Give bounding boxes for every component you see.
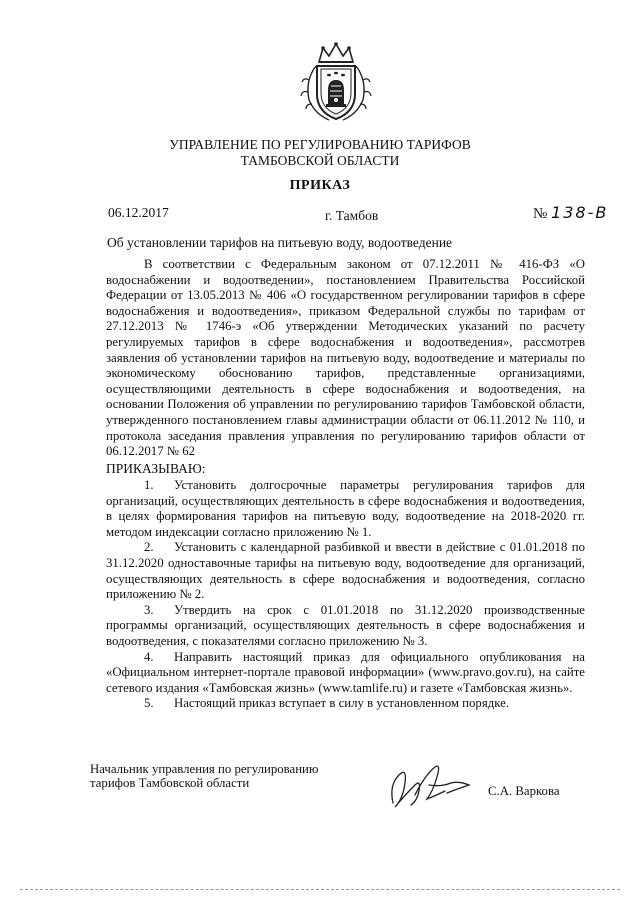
footer-divider (20, 889, 620, 890)
signatory-title (90, 762, 318, 790)
intro-paragraph: В соответствии с Федеральным законом от 07.12.2011 № 416-ФЗ «О водоснабжении и водоотведении», постановлением Правительства Российской Федерации от 13.05.2013 № 406 «О государственном регулировании тарифов в сфере водоснабжения и водоотведения», приказом Федеральной службы по тарифам от 27.12.2013 № 1746-э «Об утверждении Методических указаний по расчету регулируемых тарифов в сфере водоснабжения и водоотведения», рассмотрев заявления об установлении тарифов на питьевую воду, водоотведение и материалы по экономическому обоснованию тарифов, представленные организациями, осуществляющими деятельность в сфере водоснабжения и водоотведения, на основании Положения об управлении по регулированию тарифов Тамбовской области, утвержденного постановлением главы администрации области от 06.11.2012 № 110, и протокола заседания правления управления по регулированию тарифов области от 06.12.2017 № 62 (106, 257, 585, 459)
item-number: 2. (144, 540, 154, 555)
order-item (106, 478, 585, 540)
decree-word: ПРИКАЗЫВАЮ: (106, 461, 206, 476)
coat-of-arms-icon (295, 40, 377, 122)
order-item (106, 696, 585, 712)
doc-city: г. Тамбов (325, 208, 379, 223)
org-title-line2: ТАМБОВСКОЙ ОБЛАСТИ (240, 153, 400, 168)
signatory-title-line1: Начальник управления по регулированию (90, 762, 319, 776)
doc-type: ПРИКАЗ (289, 178, 351, 193)
item-text: Утвердить на срок с 01.01.2018 по 31.12.2020 производственные программы организаций, осуществляющих деятельность в сфере водоснабжения и водоотведения, с показателями согласно приложению № 3. (106, 602, 585, 648)
item-text: Установить долгосрочные параметры регулирования тарифов для организаций, осуществляющих деятельность в сфере водоснабжения и водоотведения, в целях формирования тарифов на питьевую воду, водоотведение на 2018-2020 гг. методом индексации согласно приложению № 1. (106, 478, 585, 539)
org-title-line1: УПРАВЛЕНИЕ ПО РЕГУЛИРОВАНИЮ ТАРИФОВ (169, 137, 471, 152)
order-item (106, 650, 585, 697)
item-number: 4. (144, 649, 154, 664)
org-title (0, 137, 640, 169)
item-number: 3. (144, 602, 154, 617)
doc-number (533, 203, 608, 223)
item-text: Направить настоящий приказ для официального опубликования на «Официальном интернет-портале правовой информации» (www.pravo.gov.ru), на сайте сетевого издания «Тамбовская жизнь» (www.tamlife.ru) и газете «Тамбовская жизнь». (106, 649, 585, 695)
order-item (106, 603, 585, 650)
signatory-name: С.А. Варкова (488, 784, 560, 798)
signature-icon (385, 755, 480, 815)
signatory-title-line2: тарифов Тамбовской области (90, 776, 250, 790)
order-item (106, 540, 585, 602)
doc-date: 06.12.2017 (108, 205, 169, 220)
order-items (106, 478, 585, 712)
item-number: 5. (144, 696, 154, 711)
number-sign: № (533, 206, 548, 222)
item-number: 1. (144, 478, 154, 492)
number-value: 138-В (551, 203, 609, 222)
doc-subject: Об установлении тарифов на питьевую воду, водоотведение (107, 235, 453, 250)
item-text: Настоящий приказ вступает в силу в установленном порядке. (174, 696, 509, 711)
item-text: Установить с календарной разбивкой и ввести в действие с 01.01.2018 по 31.12.2020 одноставочные тарифы на питьевую воду, водоотведение для организаций, осуществляющих деятельность в сфере водоснабжения и водоотведения, согласно приложению № 2. (106, 540, 585, 602)
